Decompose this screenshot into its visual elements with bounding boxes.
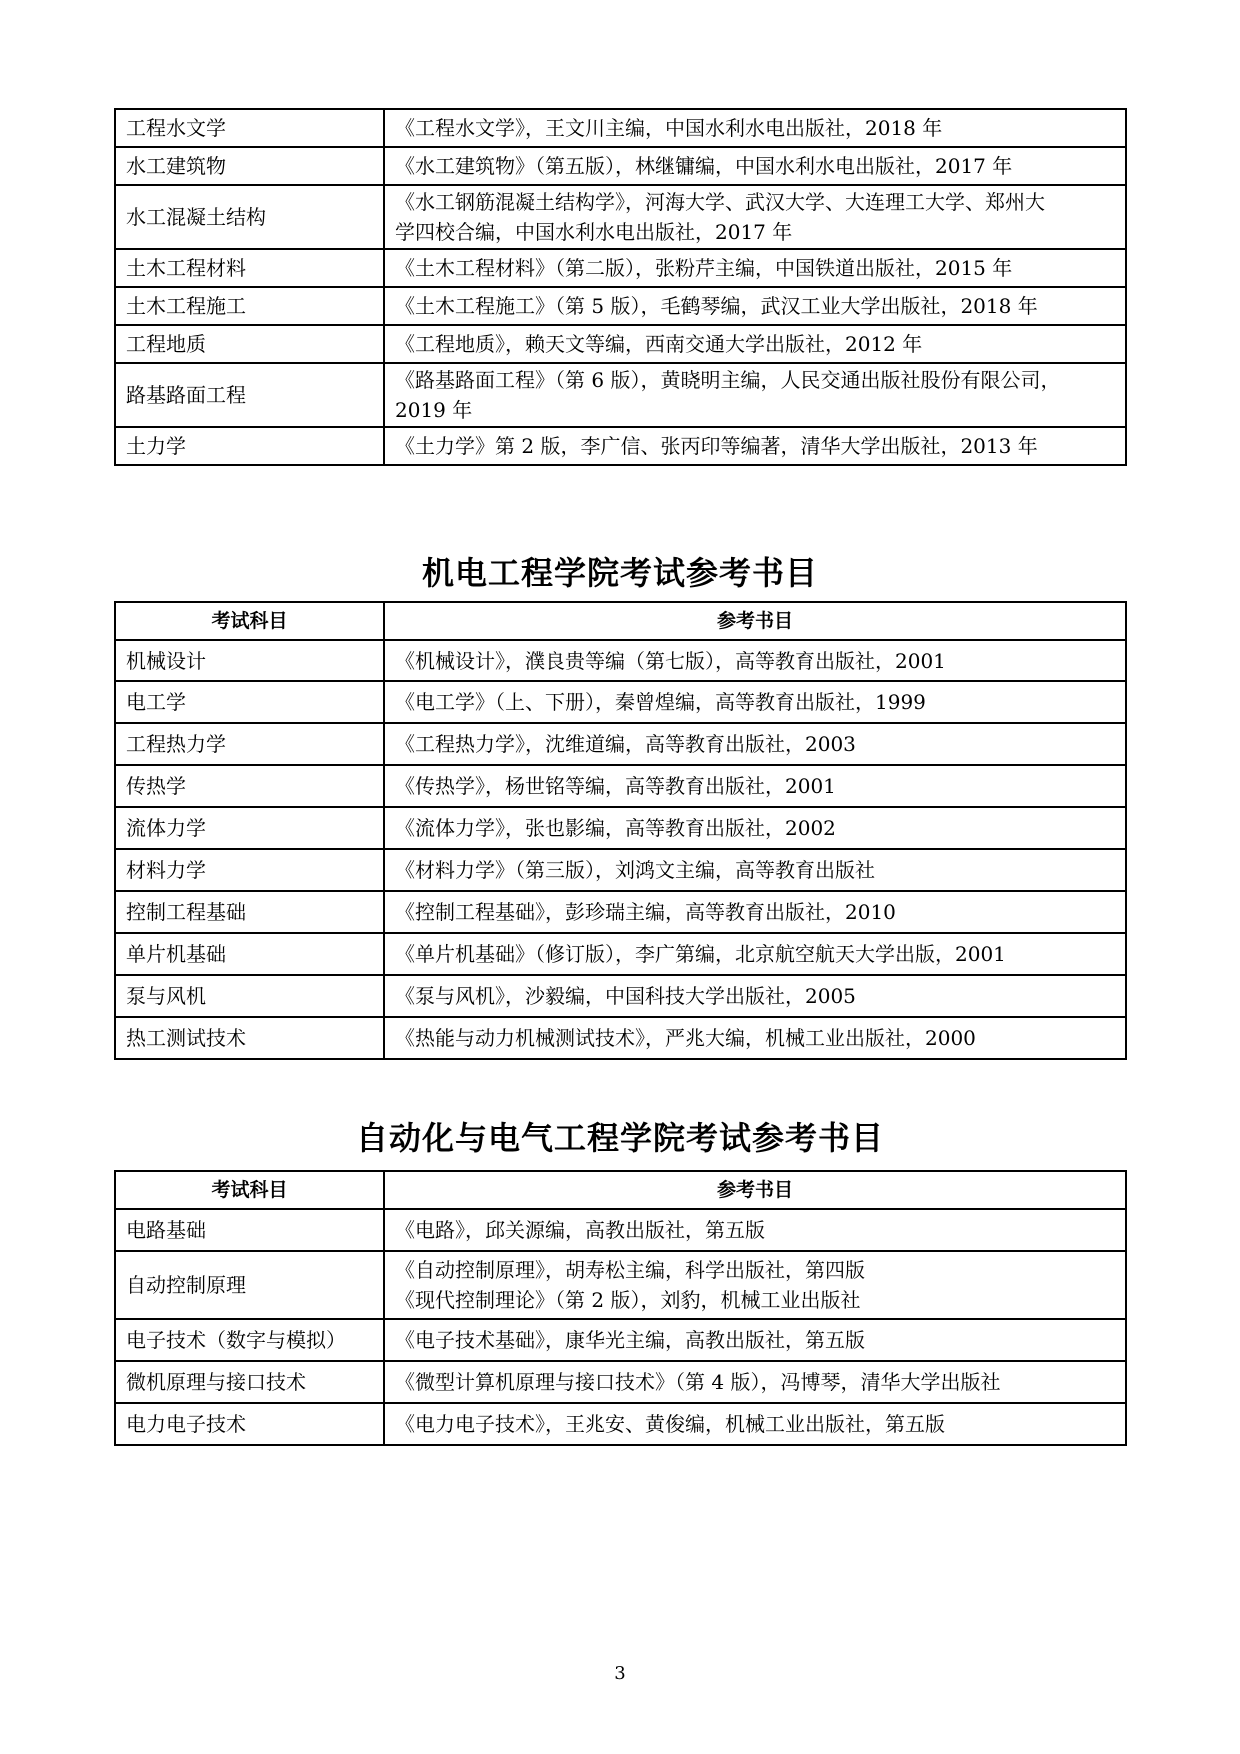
book-cell — [384, 765, 1126, 807]
book-line: 《热能与动力机械测试技术》，严兆大编，机械工业出版社，2000 — [395, 1026, 976, 1050]
book-cell — [384, 147, 1126, 185]
table-row — [115, 325, 1126, 363]
book-cell — [384, 109, 1126, 147]
book-cell — [384, 849, 1126, 891]
book-line: 《单片机基础》（修订版），李广第编，北京航空航天大学出版，2001 — [395, 942, 1006, 966]
subject-cell: 土木工程材料 — [115, 249, 384, 287]
table-row — [115, 249, 1126, 287]
table-row — [115, 1251, 1126, 1319]
book-cell — [384, 891, 1126, 933]
table-row — [115, 1403, 1126, 1445]
table-row — [115, 1017, 1126, 1059]
table1-body — [115, 109, 1126, 465]
book-line: 《机械设计》，濮良贵等编（第七版），高等教育出版社，2001 — [395, 648, 946, 673]
book-line: 《传热学》，杨世铭等编，高等教育出版社，2001 — [395, 774, 836, 798]
book-line: 《电力电子技术》，王兆安、黄俊编，机械工业出版社，第五版 — [395, 1412, 945, 1436]
table-header-row — [115, 1171, 1126, 1209]
reference-table-mechanical — [114, 601, 1127, 1060]
book-cell — [384, 1319, 1126, 1361]
book-line: 《水工钢筋混凝土结构学》，河海大学、武汉大学、大连理工大学、郑州大 — [395, 190, 1045, 214]
book-cell — [384, 185, 1126, 249]
book-cell — [384, 249, 1126, 287]
book-line: 《电工学》（上、下册），秦曾煌编，高等教育出版社，1999 — [395, 690, 926, 714]
table-row — [115, 640, 1126, 681]
table-row — [115, 849, 1126, 891]
book-cell — [384, 975, 1126, 1017]
subject-cell: 水工建筑物 — [115, 147, 384, 185]
subject-cell: 流体力学 — [115, 807, 384, 849]
table-row — [115, 723, 1126, 765]
book-line: 《自动控制原理》，胡寿松主编，科学出版社，第四版 — [395, 1258, 865, 1282]
subject-cell: 工程水文学 — [115, 109, 384, 147]
subject-cell: 电工学 — [115, 681, 384, 723]
book-line: 《微型计算机原理与接口技术》（第 4 版），冯博琴，清华大学出版社 — [395, 1370, 1001, 1394]
subject-cell: 土力学 — [115, 427, 384, 465]
subject-cell: 电子技术（数字与模拟） — [115, 1319, 384, 1361]
table-row — [115, 975, 1126, 1017]
header-book: 参考书目 — [384, 1171, 1126, 1209]
header-book: 参考书目 — [384, 602, 1126, 640]
book-line: 《土力学》第 2 版，李广信、张丙印等编著，清华大学出版社，2013 年 — [395, 434, 1038, 458]
table-header-row — [115, 602, 1126, 640]
section-title-automation: 自动化与电气工程学院考试参考书目 — [355, 1119, 884, 1157]
book-cell — [384, 287, 1126, 325]
book-line: 《路基路面工程》（第 6 版），黄晓明主编，人民交通出版社股份有限公司， — [395, 368, 1061, 392]
subject-cell: 单片机基础 — [115, 933, 384, 975]
book-cell — [384, 1251, 1126, 1319]
subject-cell: 路基路面工程 — [115, 363, 384, 427]
table-row — [115, 427, 1126, 465]
book-line: 《工程地质》，赖天文等编，西南交通大学出版社，2012 年 — [395, 332, 923, 356]
book-line: 《电路》，邱关源编，高教出版社，第五版 — [395, 1218, 765, 1242]
book-line: 《工程热力学》，沈维道编，高等教育出版社，2003 — [395, 732, 856, 756]
book-line: 《工程水文学》，王文川主编，中国水利水电出版社，2018 年 — [395, 116, 943, 140]
book-cell — [384, 681, 1126, 723]
subject-cell: 工程地质 — [115, 325, 384, 363]
book-cell — [384, 427, 1126, 465]
book-cell — [384, 723, 1126, 765]
subject-cell: 水工混凝土结构 — [115, 185, 384, 249]
reference-table-automation — [114, 1170, 1127, 1446]
subject-cell: 微机原理与接口技术 — [115, 1361, 384, 1403]
subject-cell: 机械设计 — [115, 640, 384, 681]
table-row — [115, 681, 1126, 723]
section-title-mechanical: 机电工程学院考试参考书目 — [421, 554, 818, 592]
book-cell — [384, 1403, 1126, 1445]
table2-body — [115, 640, 1126, 1059]
table-row — [115, 1361, 1126, 1403]
table3-body — [115, 1209, 1126, 1445]
subject-cell: 电路基础 — [115, 1209, 384, 1251]
table-row — [115, 1319, 1126, 1361]
book-cell — [384, 1361, 1126, 1403]
subject-cell: 传热学 — [115, 765, 384, 807]
book-line: 《水工建筑物》（第五版），林继镛编，中国水利水电出版社，2017 年 — [395, 154, 1013, 178]
table-row — [115, 147, 1126, 185]
table-row — [115, 109, 1126, 147]
table-row — [115, 891, 1126, 933]
book-line: 2019 年 — [395, 398, 473, 422]
book-cell — [384, 325, 1126, 363]
header-subject: 考试科目 — [115, 1171, 384, 1209]
subject-cell: 泵与风机 — [115, 975, 384, 1017]
table-row — [115, 765, 1126, 807]
book-cell — [384, 933, 1126, 975]
table-row — [115, 1209, 1126, 1251]
book-cell — [384, 1209, 1126, 1251]
subject-cell: 电力电子技术 — [115, 1403, 384, 1445]
book-line: 《流体力学》，张也影编，高等教育出版社，2002 — [395, 816, 836, 840]
subject-cell: 材料力学 — [115, 849, 384, 891]
table-row — [115, 807, 1126, 849]
subject-cell: 热工测试技术 — [115, 1017, 384, 1059]
book-cell — [384, 363, 1126, 427]
subject-cell: 自动控制原理 — [115, 1251, 384, 1319]
page-number: 3 — [614, 1663, 626, 1684]
subject-cell: 工程热力学 — [115, 723, 384, 765]
book-line: 《现代控制理论》（第 2 版），刘豹，机械工业出版社 — [395, 1288, 861, 1312]
table-row — [115, 933, 1126, 975]
book-cell — [384, 640, 1126, 681]
book-line: 《土木工程材料》（第二版），张粉芹主编，中国铁道出版社，2015 年 — [395, 256, 1013, 280]
table-row — [115, 363, 1126, 427]
table-row — [115, 185, 1126, 249]
header-subject: 考试科目 — [115, 602, 384, 640]
subject-cell: 控制工程基础 — [115, 891, 384, 933]
book-cell — [384, 807, 1126, 849]
reference-table-continued — [114, 108, 1127, 466]
book-line: 《控制工程基础》，彭珍瑞主编，高等教育出版社，2010 — [395, 900, 896, 924]
table-row — [115, 287, 1126, 325]
book-line: 《土木工程施工》（第 5 版），毛鹤琴编，武汉工业大学出版社，2018 年 — [395, 294, 1038, 318]
subject-cell: 土木工程施工 — [115, 287, 384, 325]
book-line: 《电子技术基础》，康华光主编，高教出版社，第五版 — [395, 1328, 865, 1352]
book-line: 《材料力学》（第三版），刘鸿文主编，高等教育出版社 — [395, 858, 875, 882]
book-line: 学四校合编，中国水利水电出版社，2017 年 — [395, 220, 793, 244]
book-cell — [384, 1017, 1126, 1059]
book-line: 《泵与风机》，沙毅编，中国科技大学出版社，2005 — [395, 984, 856, 1008]
